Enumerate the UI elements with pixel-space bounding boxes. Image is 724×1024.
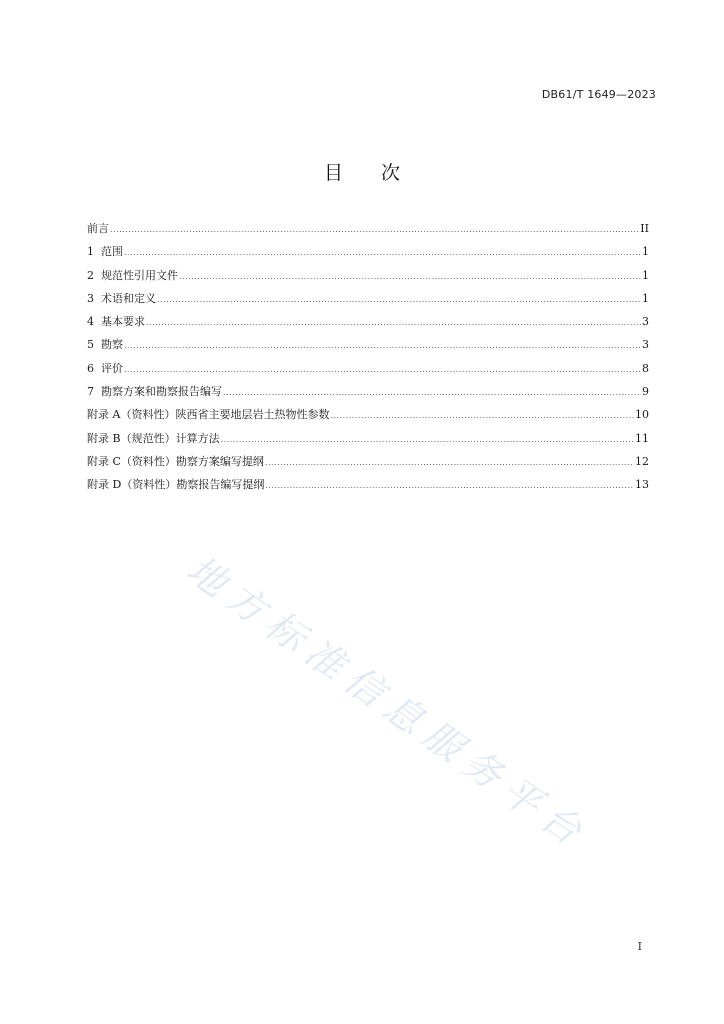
toc-entry-label: 术语和定义 xyxy=(101,291,156,305)
dot-leader xyxy=(330,404,634,427)
dot-leader xyxy=(265,474,634,497)
toc-entry-scope[interactable] xyxy=(87,240,649,263)
dot-leader xyxy=(179,265,641,288)
toc-entry-label: 基本要求 xyxy=(101,315,145,329)
toc-entry-page: 3 xyxy=(642,338,649,352)
toc-entry-label: 勘察 xyxy=(101,338,123,352)
toc-entry-page: 12 xyxy=(635,454,649,468)
toc-entry-plan-and-report[interactable] xyxy=(87,380,649,403)
watermark: 地方标准信息服务平台 xyxy=(178,547,598,859)
toc-entry-label: 附录 D（资料性）勘察报告编写提纲 xyxy=(87,478,265,492)
toc-entry-appendix-b[interactable] xyxy=(87,427,649,450)
toc-entry-number: 4 xyxy=(87,315,94,329)
toc-title-char-2: 次 xyxy=(381,162,401,184)
dot-leader xyxy=(124,241,641,264)
toc-entry-page: 10 xyxy=(635,408,649,422)
toc-entry-appendix-a[interactable] xyxy=(87,403,649,426)
toc-entry-basic-requirements[interactable] xyxy=(87,310,649,333)
toc-title xyxy=(0,158,724,185)
toc-entry-number: 5 xyxy=(87,338,94,352)
toc-entry-number: 6 xyxy=(87,361,94,375)
toc-entry-appendix-d[interactable] xyxy=(87,473,649,496)
toc-entry-label: 附录 C（资料性）勘察方案编写提纲 xyxy=(87,454,264,468)
toc-entry-page: 13 xyxy=(635,478,649,492)
toc-entry-terms-definitions[interactable] xyxy=(87,287,649,310)
toc-entry-survey[interactable] xyxy=(87,333,649,356)
toc-entry-number: 2 xyxy=(87,268,94,282)
toc-entry-page: 3 xyxy=(642,315,649,329)
toc-entry-number: 3 xyxy=(87,291,94,305)
dot-leader xyxy=(146,311,641,334)
toc-entry-page: 8 xyxy=(642,361,649,375)
toc-entry-page: II xyxy=(640,222,649,235)
toc-entry-label: 勘察方案和勘察报告编写 xyxy=(101,385,222,399)
toc-entry-page: 11 xyxy=(635,431,649,445)
dot-leader xyxy=(124,334,641,357)
toc-entry-page: 1 xyxy=(642,268,649,282)
toc-entry-foreword[interactable] xyxy=(87,217,649,240)
toc-entry-page: 1 xyxy=(642,291,649,305)
dot-leader xyxy=(124,358,641,381)
toc-entry-appendix-c[interactable] xyxy=(87,450,649,473)
toc-entry-number: 7 xyxy=(87,385,94,399)
toc-entry-evaluation[interactable] xyxy=(87,357,649,380)
table-of-contents xyxy=(87,217,649,497)
dot-leader xyxy=(157,288,641,311)
page-number: I xyxy=(637,940,642,953)
toc-entry-normative-references[interactable] xyxy=(87,264,649,287)
dot-leader xyxy=(265,451,634,474)
dot-leader xyxy=(110,218,639,241)
toc-entry-label: 附录 B（规范性）计算方法 xyxy=(87,431,220,445)
toc-entry-label: 范围 xyxy=(101,245,123,259)
toc-entry-label: 评价 xyxy=(101,361,123,375)
toc-entry-label: 规范性引用文件 xyxy=(101,268,178,282)
standard-code: DB61/T 1649—2023 xyxy=(541,88,656,101)
toc-entry-number: 1 xyxy=(87,245,94,259)
toc-entry-label: 前言 xyxy=(87,222,109,235)
dot-leader xyxy=(221,428,634,451)
toc-title-char-1: 目 xyxy=(323,162,343,184)
toc-entry-page: 1 xyxy=(642,245,649,259)
dot-leader xyxy=(223,381,641,404)
toc-entry-page: 9 xyxy=(642,385,649,399)
toc-entry-label: 附录 A（资料性）陕西省主要地层岩土热物性参数 xyxy=(87,408,330,422)
